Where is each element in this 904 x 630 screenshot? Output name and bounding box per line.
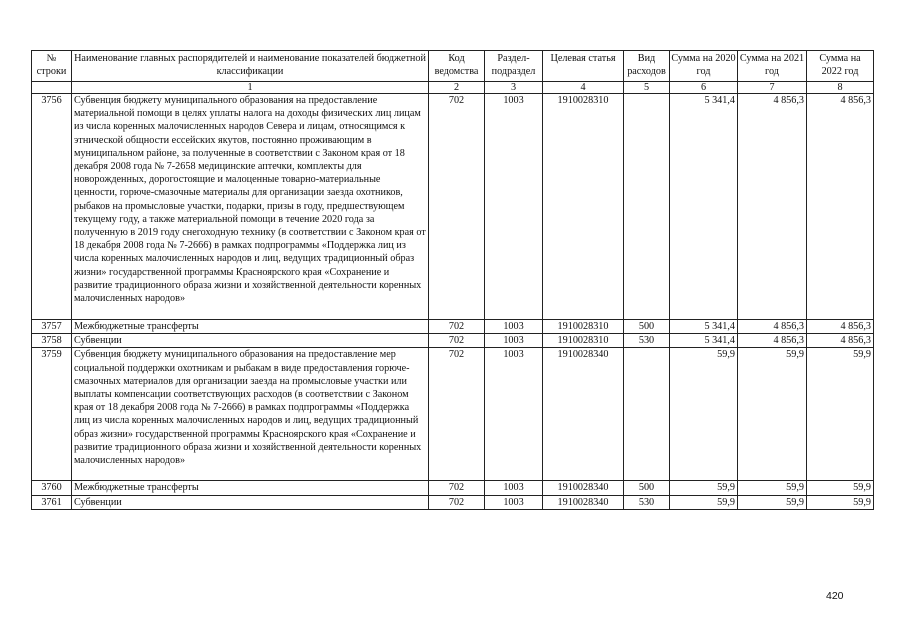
row-number: 3761 bbox=[32, 495, 72, 509]
expense-type: 530 bbox=[624, 334, 670, 348]
sum-2020: 59,9 bbox=[670, 481, 738, 495]
sum-2022: 59,9 bbox=[807, 348, 874, 481]
dept-code: 702 bbox=[429, 334, 485, 348]
expense-type: 500 bbox=[624, 320, 670, 334]
header-section: Раздел-подраздел bbox=[485, 51, 543, 82]
row-name: Межбюджетные трансферты bbox=[72, 320, 429, 334]
row-number: 3758 bbox=[32, 334, 72, 348]
row-number: 3756 bbox=[32, 94, 72, 320]
row-name: Субвенции bbox=[72, 495, 429, 509]
table-row bbox=[32, 348, 874, 481]
row-name: Субвенция бюджету муниципального образования на предоставление материальной помощи в целях уплаты налога на доходы физических лиц лицам из числа коренных малочисленных народов Севера и лицам, относящимся к этнической общности ессейских якутов, постоянно проживающим в муниципальном районе, за полученные в соответствии с Законом края от 18 декабря 2008 года № 7-2658 медицинские аптечки, комплекты для новорожденных, дорогостоящие и малоценные товарно-материальные ценности, горюче-смазочные материалы для организации заезда охотников, рыбаков на промысловые участки, подарки, призы в году, предшествующем текущему году, а также материальной помощи в течение 2020 года за полученную в 2019 году снегоходную технику (в соответствии с Законом края от 18 декабря 2008 года № 7-2666) в рамках подпрограммы «Поддержка лиц из числа коренных малочисленных народов и лиц, ведущих традиционный образ жизни» государственной программы Красноярского края «Сохранение и развитие традиционного образа жизни и хозяйственной деятельности коренных малочисленных народов» bbox=[72, 94, 429, 320]
header-dept-code: Код ведомства bbox=[429, 51, 485, 82]
sum-2021: 59,9 bbox=[738, 481, 807, 495]
table-row bbox=[32, 334, 874, 348]
column-number: 7 bbox=[738, 82, 807, 94]
row-name: Субвенция бюджету муниципального образования на предоставление мер социальной поддержки охотникам и рыбакам в виде предоставления горюче-смазочных материалов для организации заезда на промысловые участки или выплаты компенсации соответствующих расходов (в соответствии с Законом края от 18 декабря 2008 года № 7-2666) в рамках подпрограммы «Поддержка лиц из числа коренных малочисленных народов и лиц, ведущих традиционный образ жизни» государственной программы Красноярского края «Сохранение и развитие традиционного образа жизни и хозяйственной деятельности коренных малочисленных народов» bbox=[72, 348, 429, 481]
target-article: 1910028310 bbox=[543, 94, 624, 320]
sum-2021: 4 856,3 bbox=[738, 94, 807, 320]
sum-2020: 59,9 bbox=[670, 348, 738, 481]
expense-type: 500 bbox=[624, 481, 670, 495]
sum-2022: 59,9 bbox=[807, 481, 874, 495]
row-number: 3759 bbox=[32, 348, 72, 481]
header-target-article: Целевая статья bbox=[543, 51, 624, 82]
column-number: 5 bbox=[624, 82, 670, 94]
expense-type bbox=[624, 94, 670, 320]
sum-2022: 59,9 bbox=[807, 495, 874, 509]
dept-code: 702 bbox=[429, 94, 485, 320]
column-number: 6 bbox=[670, 82, 738, 94]
column-number: 2 bbox=[429, 82, 485, 94]
header-name: Наименование главных распорядителей и наименование показателей бюджетной классификации bbox=[72, 51, 429, 82]
section-code: 1003 bbox=[485, 320, 543, 334]
column-number: 8 bbox=[807, 82, 874, 94]
section-code: 1003 bbox=[485, 94, 543, 320]
table-row bbox=[32, 495, 874, 509]
sum-2022: 4 856,3 bbox=[807, 94, 874, 320]
row-name: Субвенции bbox=[72, 334, 429, 348]
section-code: 1003 bbox=[485, 495, 543, 509]
header-sum-2020: Сумма на 2020 год bbox=[670, 51, 738, 82]
column-number: 4 bbox=[543, 82, 624, 94]
sum-2021: 59,9 bbox=[738, 495, 807, 509]
header-sum-2021: Сумма на 2021 год bbox=[738, 51, 807, 82]
section-code: 1003 bbox=[485, 348, 543, 481]
sum-2022: 4 856,3 bbox=[807, 334, 874, 348]
dept-code: 702 bbox=[429, 495, 485, 509]
table-row bbox=[32, 481, 874, 495]
column-number-row bbox=[32, 82, 874, 94]
header-expense-type: Вид расходов bbox=[624, 51, 670, 82]
sum-2020: 5 341,4 bbox=[670, 320, 738, 334]
target-article: 1910028310 bbox=[543, 320, 624, 334]
expense-type: 530 bbox=[624, 495, 670, 509]
target-article: 1910028340 bbox=[543, 348, 624, 481]
target-article: 1910028340 bbox=[543, 481, 624, 495]
sum-2020: 5 341,4 bbox=[670, 94, 738, 320]
dept-code: 702 bbox=[429, 481, 485, 495]
section-code: 1003 bbox=[485, 481, 543, 495]
column-number: 1 bbox=[72, 82, 429, 94]
header-sum-2022: Сумма на 2022 год bbox=[807, 51, 874, 82]
table-row bbox=[32, 320, 874, 334]
sum-2021: 59,9 bbox=[738, 348, 807, 481]
target-article: 1910028340 bbox=[543, 495, 624, 509]
page-number: 420 bbox=[826, 590, 844, 602]
sum-2020: 59,9 bbox=[670, 495, 738, 509]
row-number: 3760 bbox=[32, 481, 72, 495]
dept-code: 702 bbox=[429, 348, 485, 481]
row-name: Межбюджетные трансферты bbox=[72, 481, 429, 495]
target-article: 1910028310 bbox=[543, 334, 624, 348]
table-row bbox=[32, 94, 874, 320]
expense-type bbox=[624, 348, 670, 481]
table-header-row bbox=[32, 51, 874, 82]
sum-2020: 5 341,4 bbox=[670, 334, 738, 348]
sum-2021: 4 856,3 bbox=[738, 334, 807, 348]
header-row-number: № строки bbox=[32, 51, 72, 82]
row-number: 3757 bbox=[32, 320, 72, 334]
section-code: 1003 bbox=[485, 334, 543, 348]
dept-code: 702 bbox=[429, 320, 485, 334]
sum-2021: 4 856,3 bbox=[738, 320, 807, 334]
column-number bbox=[32, 82, 72, 94]
column-number: 3 bbox=[485, 82, 543, 94]
budget-table bbox=[31, 50, 874, 510]
sum-2022: 4 856,3 bbox=[807, 320, 874, 334]
